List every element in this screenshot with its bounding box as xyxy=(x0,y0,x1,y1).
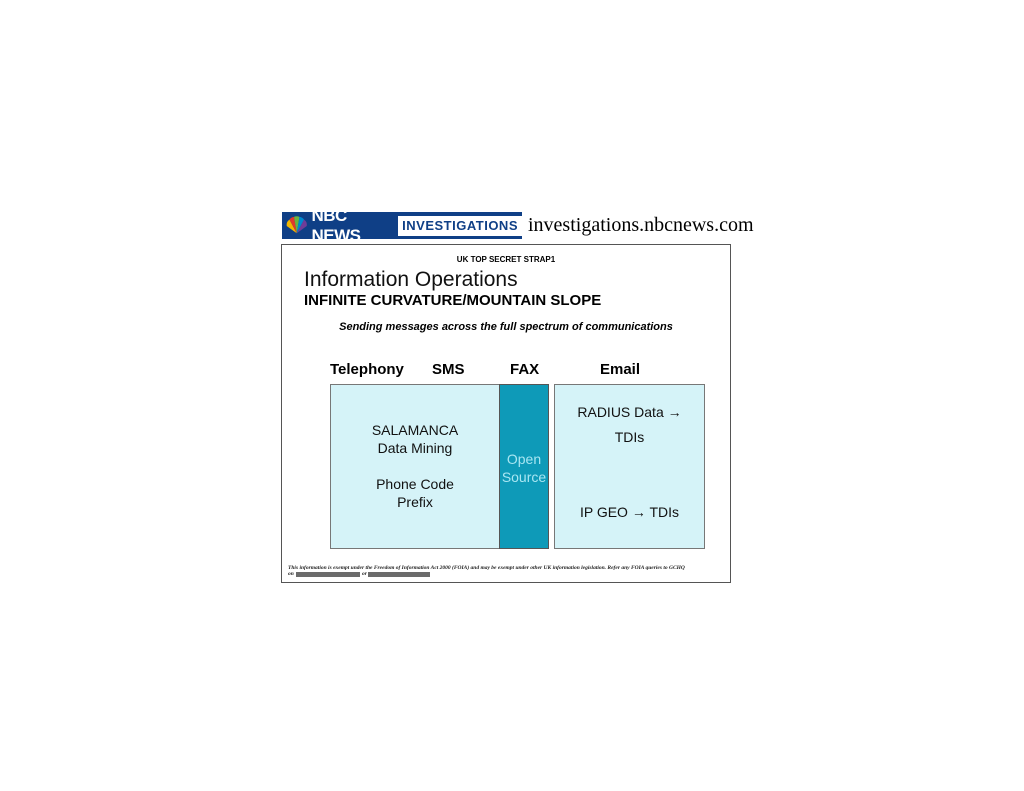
email-box xyxy=(554,384,705,549)
salamanca-box xyxy=(330,384,500,549)
channel-sms: SMS xyxy=(432,361,465,378)
logo-section-label: INVESTIGATIONS xyxy=(398,216,522,236)
nbc-news-logo xyxy=(282,205,522,245)
foia-footer-line1: This information is exempt under the Freedom of Information Act 2000 (FOIA) and may be exempt under other UK information legislation. Refer any FOIA queries to GCHQ xyxy=(288,565,685,571)
slide xyxy=(281,244,731,583)
channel-email: Email xyxy=(600,361,641,378)
site-url: investigations.nbcnews.com xyxy=(528,214,754,236)
phone-code-label: Phone Code xyxy=(376,476,454,492)
source-label: Source xyxy=(501,469,547,485)
peacock-icon xyxy=(284,214,310,238)
prefix-label: Prefix xyxy=(397,494,433,510)
slide-title: Information Operations xyxy=(304,268,518,291)
classification-label: UK TOP SECRET STRAP1 xyxy=(456,255,556,264)
channel-fax: FAX xyxy=(510,361,540,378)
redaction-bar xyxy=(296,572,360,577)
data-mining-label: Data Mining xyxy=(377,440,453,456)
slide-subtitle: INFINITE CURVATURE/MOUNTAIN SLOPE xyxy=(304,292,602,309)
radius-data-label: RADIUS Data → xyxy=(577,404,682,420)
channel-telephony: Telephony xyxy=(330,361,404,378)
header-banner xyxy=(282,205,754,245)
logo-wordmark: NBC NEWS xyxy=(311,205,361,245)
open-source-box xyxy=(499,384,549,549)
radius-tdis-label: TDIs xyxy=(614,429,645,445)
salamanca-label: SALAMANCA xyxy=(371,422,459,438)
foia-footer-or: or xyxy=(362,571,367,577)
open-label: Open xyxy=(506,451,542,467)
redaction-bar xyxy=(368,572,430,577)
ip-geo-label: IP GEO → TDIs xyxy=(579,504,680,520)
slide-tagline: Sending messages across the full spectrum of communications xyxy=(339,321,673,333)
foia-footer-on: on xyxy=(288,571,294,577)
foia-footer xyxy=(288,565,685,577)
